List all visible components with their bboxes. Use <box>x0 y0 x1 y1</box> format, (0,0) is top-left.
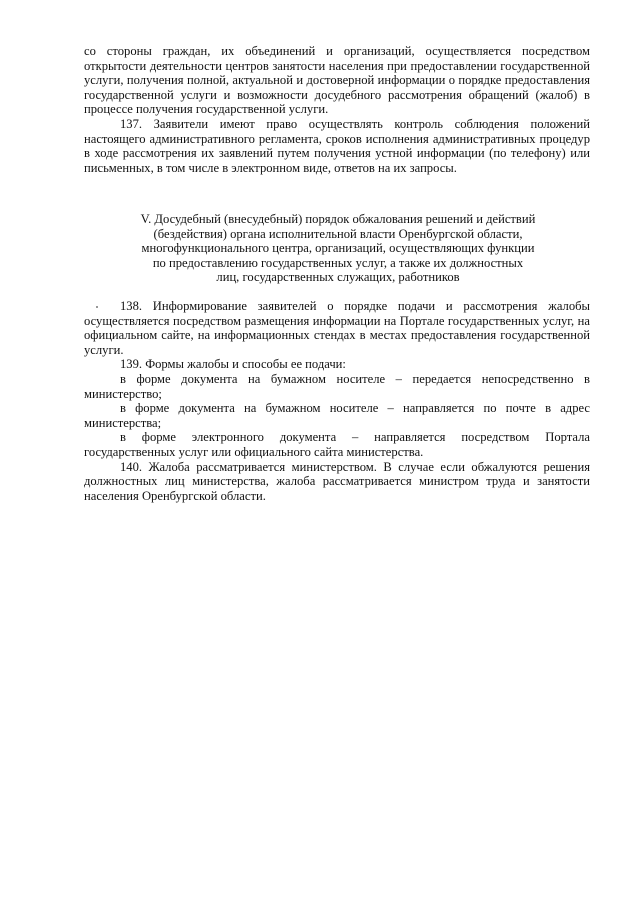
heading-line-5: лиц, государственных служащих, работников <box>216 270 460 285</box>
paragraph-137: 137. Заявители имеют право осуществлять контроль соблюдения положений настоящего административного регламента, сроков исполнения административных процедур в ходе рассмотрения их заявлений путем получения устной информации (по телефону) или письменных, в том числе в электронном виде, ответов на их запросы. <box>84 116 590 175</box>
paragraph-139-item-2: в форме документа на бумажном носителе – направляется по почте в адрес министерства; <box>84 401 590 430</box>
heading-line-4: по предоставлению государственных услуг, а также их должностных <box>152 255 524 270</box>
heading-line-1: V. Досудебный (внесудебный) порядок обжалования решений и действий <box>140 212 536 226</box>
paragraph-139-item-1: в форме документа на бумажном носителе – передается непосредственно в министерство; <box>84 371 590 401</box>
paragraph-139: 139. Формы жалобы и способы ее подачи: <box>120 357 346 372</box>
text-block-top <box>84 44 590 175</box>
heading-line-2: (бездействия) органа исполнительной власти Оренбургской области, <box>153 226 523 241</box>
text-block-bottom <box>84 299 590 503</box>
paragraph-139-item-3: в форме электронного документа – направляется посредством Портала государственных услуг или официального сайта министерства. <box>84 430 590 459</box>
paragraph-continuation: со стороны граждан, их объединений и организаций, осуществляется посредством открытости деятельности центров занятости населения при предоставлении государственной услуги, получения полной, актуальной и достоверной информации о порядке предоставления государственной услуги и возможности досудебного рассмотрения обращений (жалоб) в процессе получения государственной услуги. <box>84 44 590 117</box>
heading-line-3: многофункционального центра, организаций, осуществляющих функции <box>141 241 535 256</box>
section-heading <box>118 212 558 285</box>
paragraph-138: 138. Информирование заявителей о порядке подачи и рассмотрения жалобы осуществляется посредством размещения информации на Портале государственных услуг, на официальном сайте, на информационных стендах в местах предоставления государственной услуги. <box>84 299 590 357</box>
paragraph-140: 140. Жалоба рассматривается министерством. В случае если обжалуются решения должностных лиц министерства, жалоба рассматривается министром труда и занятости населения Оренбургской области. <box>84 459 590 503</box>
